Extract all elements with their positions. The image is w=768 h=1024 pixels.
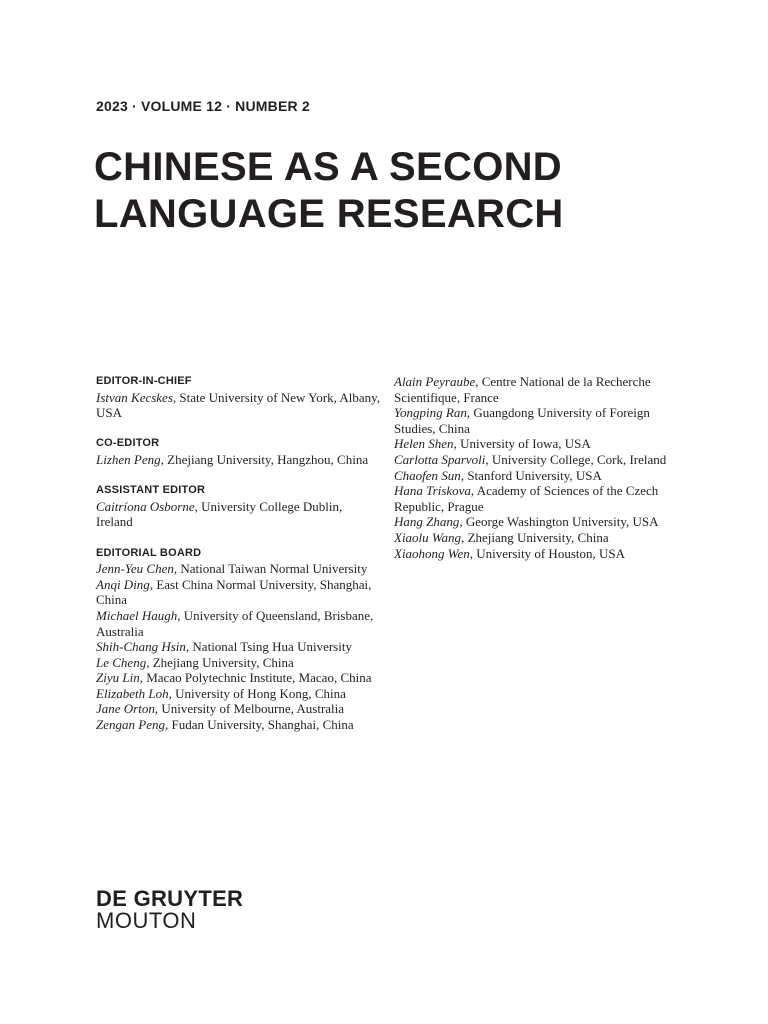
- board-member-entry: [96, 686, 381, 702]
- member-name: Anqi Ding: [96, 576, 150, 592]
- board-member-entry: [394, 405, 669, 436]
- member-affiliation: , Guangdong University of Foreign Studies, China: [394, 405, 650, 436]
- issue-line: 2023 · VOLUME 12 · NUMBER 2: [96, 98, 310, 114]
- member-name: Xiaolu Wang: [394, 529, 462, 545]
- member-name: Michael Haugh: [96, 607, 178, 623]
- member-affiliation: , University of Iowa, USA: [453, 436, 591, 452]
- member-affiliation: , Zhejiang University, China: [146, 654, 294, 670]
- member-name: Hang Zhang: [394, 514, 460, 530]
- board-member-entry: [96, 670, 381, 686]
- board-member-entry: [394, 468, 669, 484]
- member-name: Le Cheng: [96, 654, 147, 670]
- member-affiliation: , University of Melbourne, Australia: [154, 701, 345, 717]
- member-name: Hana Triskova: [394, 483, 471, 499]
- editorial-board-section: [96, 546, 381, 733]
- board-member-entry: [394, 483, 669, 514]
- member-affiliation: , National Taiwan Normal University: [173, 561, 368, 577]
- editor-affiliation: , University College Dublin, Ireland: [96, 498, 343, 530]
- editor-in-chief-section: [96, 374, 381, 421]
- journal-title: [94, 144, 734, 238]
- editor-name: Lizhen Peng: [96, 451, 161, 467]
- section-heading: ASSISTANT EDITOR: [96, 484, 206, 497]
- editor-name: Caitríona Osborne: [96, 498, 195, 514]
- journal-title-line-1: CHINESE AS A SECOND: [94, 145, 562, 189]
- board-member-entry: [394, 514, 669, 530]
- board-member-entry: [96, 655, 381, 671]
- publisher-logo: [96, 888, 243, 932]
- member-affiliation: , National Tsing Hua University: [185, 639, 352, 655]
- member-name: Zengan Peng: [96, 717, 165, 733]
- editor-name: Istvan Kecskes: [96, 389, 173, 405]
- member-affiliation: , George Washington University, USA: [459, 514, 659, 530]
- board-member-entry: [394, 452, 669, 468]
- board-member-entry: [96, 717, 381, 733]
- editor-entry: [96, 499, 381, 530]
- member-name: Alain Peyraube: [394, 374, 476, 389]
- member-affiliation: , Academy of Sciences of the Czech Republic, Prague: [394, 483, 659, 514]
- member-affiliation: , Stanford University, USA: [460, 467, 602, 483]
- publisher-name-line-2: MOUTON: [96, 908, 197, 933]
- section-heading: CO-EDITOR: [96, 437, 160, 450]
- section-heading: EDITOR-IN-CHIEF: [96, 375, 192, 387]
- board-member-entry: [96, 561, 381, 577]
- member-affiliation: , Fudan University, Shanghai, China: [164, 717, 354, 733]
- member-name: Elizabeth Loh: [96, 685, 169, 701]
- member-name: Carlotta Sparvoli: [394, 451, 486, 467]
- member-name: Jane Orton: [96, 701, 155, 717]
- member-affiliation: , University of Hong Kong, China: [168, 685, 346, 701]
- publisher-name-line-1: DE GRUYTER: [96, 886, 244, 911]
- member-name: Yongping Ran: [394, 405, 467, 421]
- board-member-entry: [394, 436, 669, 452]
- member-name: Ziyu Lin: [96, 670, 140, 686]
- editor-entry: [96, 452, 381, 468]
- member-name: Chaofen Sun: [394, 467, 461, 483]
- co-editor-section: [96, 436, 381, 467]
- editor-affiliation: , Zhejiang University, Hangzhou, China: [160, 451, 369, 467]
- board-member-entry: [394, 374, 669, 405]
- journal-title-line-2: LANGUAGE RESEARCH: [94, 192, 564, 236]
- member-affiliation: , University of Queensland, Brisbane, Australia: [96, 607, 374, 639]
- member-affiliation: , University of Houston, USA: [469, 545, 625, 561]
- assistant-editor-section: [96, 483, 381, 530]
- editor-affiliation: , State University of New York, Albany, USA: [96, 389, 381, 421]
- masthead-left-column: [96, 374, 381, 748]
- board-member-entry: [394, 530, 669, 546]
- section-heading: EDITORIAL BOARD: [96, 546, 202, 559]
- board-member-entry: [394, 546, 669, 562]
- member-name: Jenn-Yeu Chen: [96, 561, 174, 577]
- masthead-right-column: [394, 374, 669, 561]
- member-affiliation: , Macao Polytechnic Institute, Macao, China: [139, 670, 372, 686]
- member-affiliation: , University College, Cork, Ireland: [485, 451, 667, 467]
- member-affiliation: , Centre National de la Recherche Scientifique, France: [394, 374, 651, 405]
- editor-entry: [96, 390, 381, 421]
- board-member-entry: [96, 639, 381, 655]
- member-name: Helen Shen: [394, 436, 454, 452]
- member-name: Xiaohong Wen: [394, 545, 470, 561]
- member-affiliation: , Zhejiang University, China: [461, 529, 609, 545]
- board-member-entry: [96, 577, 381, 608]
- member-affiliation: , East China Normal University, Shanghai, China: [96, 576, 372, 608]
- member-name: Shih-Chang Hsin: [96, 639, 186, 655]
- board-member-entry: [96, 608, 381, 639]
- board-member-entry: [96, 701, 381, 717]
